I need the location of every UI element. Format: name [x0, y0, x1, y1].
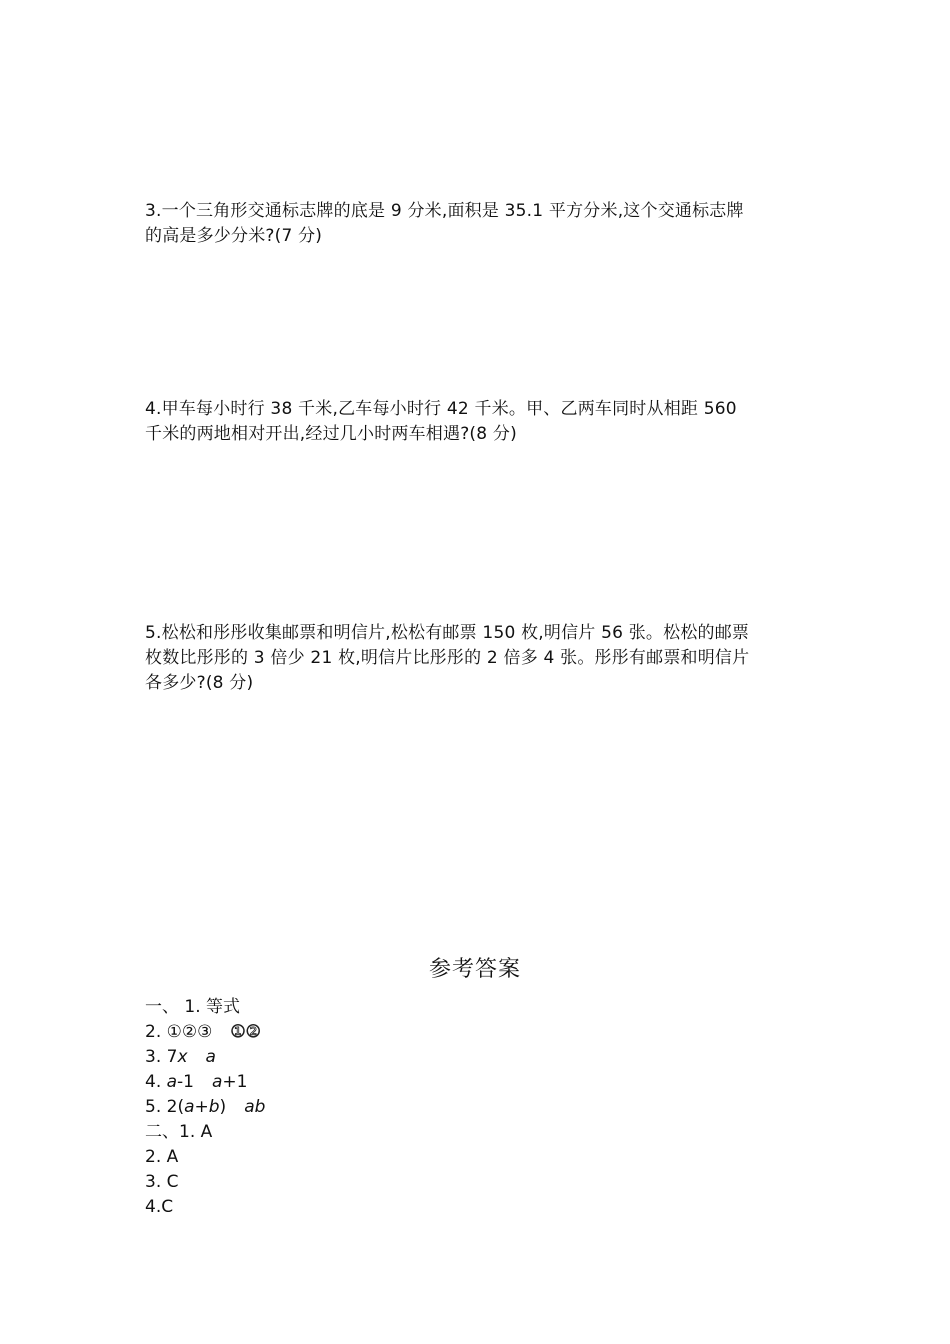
- answer-value: C: [166, 1172, 179, 1192]
- answer-label: 3.: [145, 1047, 167, 1067]
- answer-section-1-item-2: [145, 1020, 745, 1045]
- problem-3: [145, 199, 805, 249]
- answer-value: -1: [177, 1072, 194, 1092]
- answer-value-outlined: ①②: [230, 1022, 261, 1042]
- answer-label: 3.: [145, 1172, 167, 1192]
- answer-variable: ab: [244, 1097, 266, 1117]
- problem-3-line-2: 的高是多少分米?(7 分): [145, 226, 323, 246]
- answer-section-2-item-2: [145, 1145, 745, 1170]
- answer-label: 一、 1.: [145, 997, 207, 1017]
- answer-list: [145, 995, 745, 1220]
- answers-title: 参考答案: [428, 957, 521, 982]
- problem-4: [145, 397, 805, 447]
- answer-section-1-item-3: [145, 1045, 745, 1070]
- problem-4-line-2: 千米的两地相对开出,经过几小时两车相遇?(8 分): [145, 424, 517, 444]
- answer-value: A: [200, 1122, 213, 1142]
- answer-variable: x: [177, 1047, 188, 1067]
- answer-section-2-item-1: [145, 1120, 745, 1145]
- answer-variable: a: [205, 1047, 216, 1067]
- answer-value: 2(: [166, 1097, 185, 1117]
- answer-section-2-item-3: [145, 1170, 745, 1195]
- answer-label: 4.: [145, 1197, 162, 1217]
- answer-section-1-item-4: [145, 1070, 745, 1095]
- problem-5-line-2: 枚数比彤彤的 3 倍少 21 枚,明信片比彤彤的 2 倍多 4 张。彤彤有邮票和明信片: [145, 648, 750, 668]
- problem-5-line-3: 各多少?(8 分): [145, 673, 254, 693]
- problem-3-line-1: 3.一个三角形交通标志牌的底是 9 分米,面积是 35.1 平方分米,这个交通标志牌: [145, 201, 744, 221]
- answer-label: 5.: [145, 1097, 167, 1117]
- answer-value: 7: [166, 1047, 178, 1067]
- problem-5: [145, 621, 805, 696]
- answer-variable: a: [184, 1097, 195, 1117]
- answer-variable: b: [208, 1097, 220, 1117]
- answer-variable: a: [166, 1072, 178, 1092]
- answer-section-1-item-5: [145, 1095, 745, 1120]
- answer-section-1-item-1: [145, 995, 745, 1020]
- answer-value: +1: [222, 1072, 248, 1092]
- answer-label: 二、1.: [145, 1122, 201, 1142]
- answer-value: ①②③: [166, 1022, 213, 1042]
- answer-label: 4.: [145, 1072, 167, 1092]
- problem-4-line-1: 4.甲车每小时行 38 千米,乙车每小时行 42 千米。甲、乙两车同时从相距 560: [145, 399, 737, 419]
- answer-value: C: [161, 1197, 174, 1217]
- answer-variable: a: [212, 1072, 223, 1092]
- answer-section-2-item-4: [145, 1195, 745, 1220]
- answer-value: 等式: [206, 997, 241, 1017]
- answer-label: 2.: [145, 1147, 167, 1167]
- answer-label: 2.: [145, 1022, 167, 1042]
- problem-5-line-1: 5.松松和彤彤收集邮票和明信片,松松有邮票 150 枚,明信片 56 张。松松的邮票: [145, 623, 750, 643]
- answer-value: ): [219, 1097, 227, 1117]
- answer-value: +: [194, 1097, 209, 1117]
- answer-value: A: [166, 1147, 179, 1167]
